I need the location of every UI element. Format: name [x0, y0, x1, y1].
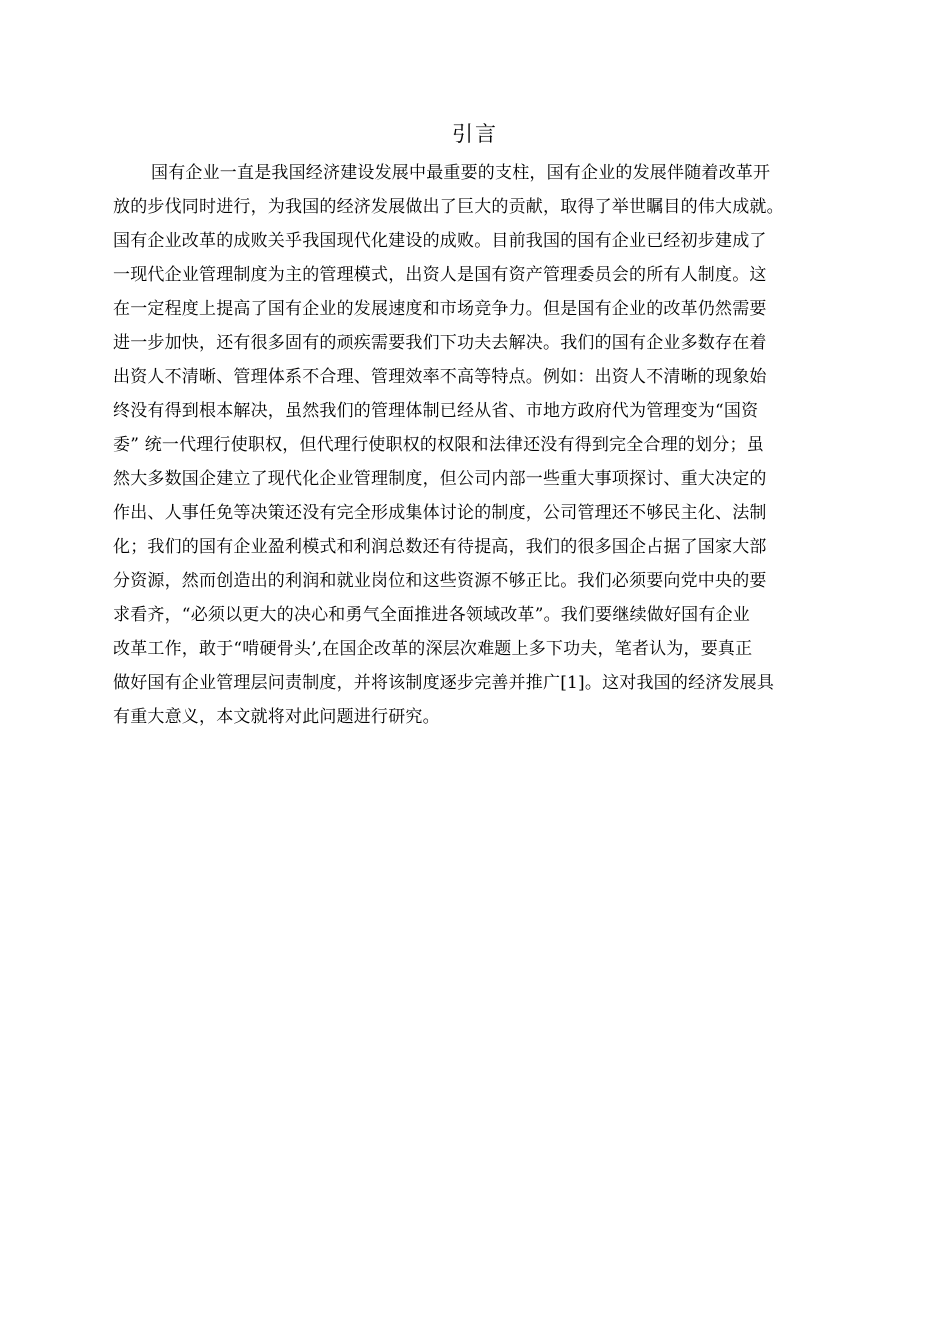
- paragraph-line-9: 委” 统一代理行使职权，但代理行使职权的权限和法律还没有得到完全合理的划分；虽: [113, 435, 764, 455]
- paragraph-line-8: 终没有得到根本解决，虽然我们的管理体制已经从省、市地方政府代为管理变为“国资: [113, 401, 759, 421]
- paragraph-line-2: 放的步伐同时进行，为我国的经济发展做出了巨大的贡献，取得了举世瞩目的伟大成就。: [113, 197, 784, 217]
- paragraph-line-12: 化；我们的国有企业盈利模式和利润总数还有待提高，我们的很多国企占据了国家大部: [113, 537, 767, 557]
- paragraph-line-16: 做好国有企业管理层问责制度，并将该制度逐步完善并推广[1]。这对我国的经济发展具: [113, 673, 775, 693]
- paragraph-line-1: 国有企业一直是我国经济建设发展中最重要的支柱，国有企业的发展伴随着改革开: [151, 163, 771, 183]
- paragraph-line-15: 改革工作，敢于“啃硬骨头’,在国企改革的深层次难题上多下功夫，笔者认为，要真正: [113, 639, 753, 659]
- paragraph-line-10: 然大多数国企建立了现代化企业管理制度，但公司内部一些重大事项探讨、重大决定的: [113, 469, 767, 489]
- paragraph-line-7: 出资人不清晰、管理体系不合理、管理效率不高等特点。例如：出资人不清晰的现象始: [113, 367, 767, 387]
- paragraph-line-4: 一现代企业管理制度为主的管理模式，出资人是国有资产管理委员会的所有人制度。这: [113, 265, 767, 285]
- paragraph-line-6: 进一步加快，还有很多固有的顽疾需要我们下功夫去解决。我们的国有企业多数存在着: [113, 333, 767, 353]
- page-title: 引言: [452, 122, 498, 146]
- paragraph-line-5: 在一定程度上提高了国有企业的发展速度和市场竞争力。但是国有企业的改革仍然需要: [113, 299, 767, 319]
- paragraph-line-13: 分资源，然而创造出的利润和就业岗位和这些资源不够正比。我们必须要向党中央的要: [113, 571, 767, 591]
- introduction-paragraph: [113, 156, 843, 734]
- paragraph-line-14: 求看齐，“必须以更大的决心和勇气全面推进各领域改革”。我们要继续做好国有企业: [113, 605, 750, 625]
- paragraph-line-3: 国有企业改革的成败关乎我国现代化建设的成败。目前我国的国有企业已经初步建成了: [113, 231, 767, 251]
- paragraph-line-11: 作出、人事任免等决策还没有完全形成集体讨论的制度，公司管理还不够民主化、法制: [113, 503, 767, 523]
- paragraph-line-17: 有重大意义，本文就将对此问题进行研究。: [113, 707, 440, 727]
